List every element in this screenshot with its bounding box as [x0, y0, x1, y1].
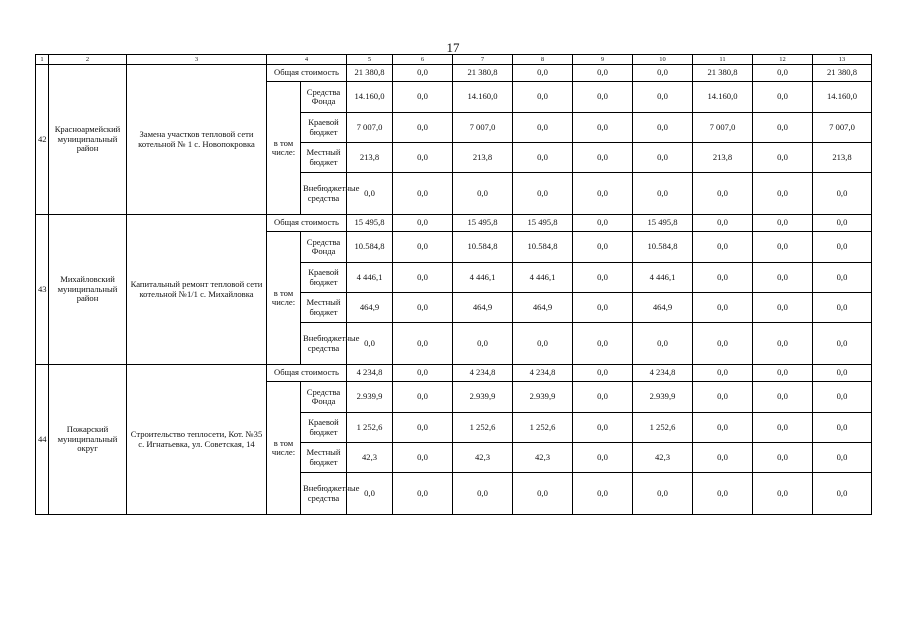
value-cell: 0,0 [393, 143, 453, 173]
value-cell: 0,0 [393, 65, 453, 82]
value-cell: 213,8 [347, 143, 393, 173]
column-header: 13 [813, 55, 872, 65]
value-cell: 2.939,9 [633, 382, 693, 413]
value-cell: 15 495,8 [453, 215, 513, 232]
value-cell: 0,0 [693, 173, 753, 215]
value-cell: 0,0 [513, 173, 573, 215]
value-cell: 10.584,8 [633, 232, 693, 263]
value-cell: 0,0 [633, 113, 693, 143]
value-cell: 0,0 [393, 413, 453, 443]
value-cell: 0,0 [693, 382, 753, 413]
value-cell: 0,0 [573, 113, 633, 143]
value-cell: 464,9 [347, 293, 393, 323]
value-cell: 0,0 [693, 413, 753, 443]
district-name: Пожарский муниципальный округ [49, 365, 127, 515]
value-cell: 213,8 [813, 143, 872, 173]
value-cell: 0,0 [633, 323, 693, 365]
total-cost-label: Общая стоимость [267, 215, 347, 232]
funding-source-label: Местный бюджет [301, 143, 347, 173]
value-cell: 0,0 [573, 323, 633, 365]
project-name: Строительство теплосети, Кот. №35 с. Игнатьевка, ул. Советская, 14 [127, 365, 267, 515]
row-number: 44 [36, 365, 49, 515]
value-cell: 0,0 [753, 143, 813, 173]
value-cell: 0,0 [693, 323, 753, 365]
value-cell: 7 007,0 [693, 113, 753, 143]
value-cell: 15 495,8 [513, 215, 573, 232]
value-cell: 0,0 [813, 232, 872, 263]
value-cell: 0,0 [813, 365, 872, 382]
value-cell: 0,0 [393, 263, 453, 293]
funding-source-label: Краевой бюджет [301, 113, 347, 143]
value-cell: 0,0 [393, 365, 453, 382]
value-cell: 0,0 [693, 232, 753, 263]
value-cell: 42,3 [453, 443, 513, 473]
value-cell: 7 007,0 [813, 113, 872, 143]
value-cell: 0,0 [693, 293, 753, 323]
row-number: 42 [36, 65, 49, 215]
including-label: в том числе: [267, 232, 301, 365]
value-cell: 21 380,8 [693, 65, 753, 82]
including-label: в том числе: [267, 82, 301, 215]
funding-source-label: Внебюджетные средства [301, 173, 347, 215]
value-cell: 0,0 [753, 113, 813, 143]
value-cell: 0,0 [513, 143, 573, 173]
project-name: Замена участков тепловой сети котельной № 1 с. Новопокровка [127, 65, 267, 215]
total-row [36, 215, 872, 232]
value-cell: 0,0 [573, 215, 633, 232]
district-name: Михайловский муниципальный район [49, 215, 127, 365]
value-cell: 464,9 [633, 293, 693, 323]
column-header: 8 [513, 55, 573, 65]
value-cell: 0,0 [513, 65, 573, 82]
value-cell: 0,0 [813, 323, 872, 365]
value-cell: 4 446,1 [453, 263, 513, 293]
column-header: 9 [573, 55, 633, 65]
value-cell: 0,0 [813, 382, 872, 413]
value-cell: 7 007,0 [453, 113, 513, 143]
funding-source-label: Средства Фонда [301, 232, 347, 263]
value-cell: 1 252,6 [513, 413, 573, 443]
column-header: 5 [347, 55, 393, 65]
value-cell: 0,0 [753, 173, 813, 215]
value-cell: 14.160,0 [453, 82, 513, 113]
value-cell: 15 495,8 [347, 215, 393, 232]
value-cell: 0,0 [513, 113, 573, 143]
value-cell: 42,3 [347, 443, 393, 473]
value-cell: 0,0 [753, 293, 813, 323]
value-cell: 0,0 [393, 113, 453, 143]
value-cell: 4 234,8 [347, 365, 393, 382]
funding-source-label: Внебюджетные средства [301, 473, 347, 515]
value-cell: 464,9 [513, 293, 573, 323]
value-cell: 0,0 [573, 82, 633, 113]
value-cell: 1 252,6 [633, 413, 693, 443]
page-number: 17 [446, 40, 460, 55]
funding-source-label: Средства Фонда [301, 382, 347, 413]
value-cell: 0,0 [633, 82, 693, 113]
value-cell: 0,0 [573, 365, 633, 382]
value-cell: 1 252,6 [347, 413, 393, 443]
budget-table [35, 54, 872, 515]
value-cell: 0,0 [513, 473, 573, 515]
value-cell: 14.160,0 [813, 82, 872, 113]
value-cell: 0,0 [633, 65, 693, 82]
value-cell: 4 234,8 [633, 365, 693, 382]
value-cell: 0,0 [573, 293, 633, 323]
value-cell: 0,0 [813, 473, 872, 515]
value-cell: 0,0 [813, 173, 872, 215]
column-header: 3 [127, 55, 267, 65]
value-cell: 0,0 [393, 293, 453, 323]
value-cell: 0,0 [573, 173, 633, 215]
value-cell: 0,0 [393, 323, 453, 365]
value-cell: 0,0 [693, 473, 753, 515]
column-header: 10 [633, 55, 693, 65]
value-cell: 0,0 [573, 443, 633, 473]
value-cell: 0,0 [453, 323, 513, 365]
value-cell: 0,0 [753, 215, 813, 232]
value-cell: 0,0 [573, 143, 633, 173]
value-cell: 0,0 [573, 263, 633, 293]
funding-source-label: Краевой бюджет [301, 263, 347, 293]
value-cell: 10.584,8 [347, 232, 393, 263]
value-cell: 464,9 [453, 293, 513, 323]
value-cell: 0,0 [753, 82, 813, 113]
value-cell: 42,3 [513, 443, 573, 473]
column-header: 4 [267, 55, 347, 65]
value-cell: 15 495,8 [633, 215, 693, 232]
column-header: 11 [693, 55, 753, 65]
value-cell: 0,0 [813, 215, 872, 232]
value-cell: 4 446,1 [633, 263, 693, 293]
value-cell: 0,0 [347, 323, 393, 365]
value-cell: 0,0 [753, 413, 813, 443]
value-cell: 10.584,8 [513, 232, 573, 263]
value-cell: 14.160,0 [347, 82, 393, 113]
column-header: 1 [36, 55, 49, 65]
funding-source-label: Краевой бюджет [301, 413, 347, 443]
value-cell: 0,0 [453, 473, 513, 515]
value-cell: 0,0 [393, 382, 453, 413]
funding-source-label: Местный бюджет [301, 293, 347, 323]
value-cell: 0,0 [633, 143, 693, 173]
value-cell: 0,0 [573, 65, 633, 82]
value-cell: 0,0 [693, 365, 753, 382]
value-cell: 0,0 [347, 473, 393, 515]
value-cell: 0,0 [813, 293, 872, 323]
value-cell: 0,0 [573, 413, 633, 443]
value-cell: 0,0 [393, 473, 453, 515]
value-cell: 0,0 [753, 232, 813, 263]
value-cell: 4 446,1 [347, 263, 393, 293]
value-cell: 0,0 [753, 473, 813, 515]
value-cell: 0,0 [813, 413, 872, 443]
total-row [36, 65, 872, 82]
value-cell: 0,0 [573, 232, 633, 263]
value-cell: 21 380,8 [813, 65, 872, 82]
value-cell: 0,0 [633, 173, 693, 215]
table-body [36, 55, 872, 515]
funding-source-label: Местный бюджет [301, 443, 347, 473]
district-name: Красноармейский муниципальный район [49, 65, 127, 215]
project-name: Капитальный ремонт тепловой сети котельной №1/1 с. Михайловка [127, 215, 267, 365]
value-cell: 0,0 [693, 215, 753, 232]
value-cell: 0,0 [753, 382, 813, 413]
value-cell: 0,0 [347, 173, 393, 215]
row-number: 43 [36, 215, 49, 365]
value-cell: 4 446,1 [513, 263, 573, 293]
total-row [36, 365, 872, 382]
value-cell: 1 252,6 [453, 413, 513, 443]
value-cell: 0,0 [393, 215, 453, 232]
value-cell: 0,0 [813, 443, 872, 473]
value-cell: 2.939,9 [513, 382, 573, 413]
column-number-row [36, 55, 872, 65]
value-cell: 0,0 [693, 263, 753, 293]
column-header: 7 [453, 55, 513, 65]
total-cost-label: Общая стоимость [267, 365, 347, 382]
value-cell: 4 234,8 [453, 365, 513, 382]
value-cell: 10.584,8 [453, 232, 513, 263]
value-cell: 0,0 [453, 173, 513, 215]
total-cost-label: Общая стоимость [267, 65, 347, 82]
value-cell: 21 380,8 [453, 65, 513, 82]
value-cell: 0,0 [753, 443, 813, 473]
value-cell: 0,0 [813, 263, 872, 293]
value-cell: 42,3 [633, 443, 693, 473]
value-cell: 0,0 [393, 82, 453, 113]
value-cell: 0,0 [573, 473, 633, 515]
funding-source-label: Средства Фонда [301, 82, 347, 113]
value-cell: 0,0 [513, 323, 573, 365]
value-cell: 0,0 [513, 82, 573, 113]
value-cell: 0,0 [393, 232, 453, 263]
column-header: 12 [753, 55, 813, 65]
value-cell: 213,8 [693, 143, 753, 173]
value-cell: 14.160,0 [693, 82, 753, 113]
value-cell: 7 007,0 [347, 113, 393, 143]
value-cell: 0,0 [753, 365, 813, 382]
value-cell: 0,0 [753, 323, 813, 365]
value-cell: 21 380,8 [347, 65, 393, 82]
funding-source-label: Внебюджетные средства [301, 323, 347, 365]
value-cell: 0,0 [393, 443, 453, 473]
value-cell: 0,0 [633, 473, 693, 515]
column-header: 6 [393, 55, 453, 65]
value-cell: 2.939,9 [347, 382, 393, 413]
value-cell: 0,0 [753, 263, 813, 293]
value-cell: 2.939,9 [453, 382, 513, 413]
value-cell: 0,0 [573, 382, 633, 413]
column-header: 2 [49, 55, 127, 65]
value-cell: 4 234,8 [513, 365, 573, 382]
value-cell: 0,0 [693, 443, 753, 473]
value-cell: 0,0 [753, 65, 813, 82]
including-label: в том числе: [267, 382, 301, 515]
value-cell: 0,0 [393, 173, 453, 215]
value-cell: 213,8 [453, 143, 513, 173]
